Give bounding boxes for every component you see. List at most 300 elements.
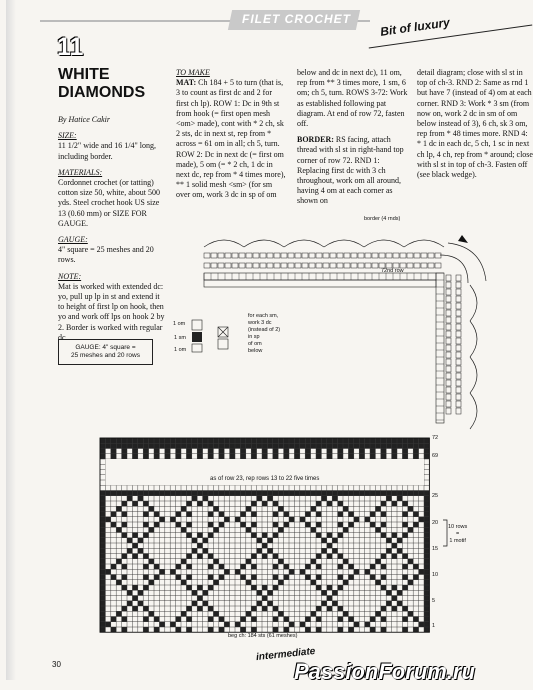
- solid-mesh: [235, 569, 240, 574]
- border-mesh: [414, 253, 420, 258]
- solid-mesh: [100, 512, 105, 517]
- solid-mesh: [273, 627, 278, 632]
- solid-mesh: [111, 491, 116, 496]
- solid-mesh: [424, 569, 429, 574]
- solid-mesh: [402, 491, 407, 496]
- solid-mesh: [100, 543, 105, 548]
- solid-mesh: [284, 575, 289, 580]
- solid-mesh: [122, 454, 127, 459]
- solid-mesh: [316, 554, 321, 559]
- key-note-line: for each sm,: [248, 313, 279, 319]
- solid-mesh: [149, 527, 154, 532]
- solid-mesh: [132, 501, 137, 506]
- solid-mesh: [257, 590, 262, 595]
- solid-mesh: [257, 601, 262, 606]
- solid-mesh: [305, 617, 310, 622]
- solid-mesh: [208, 533, 213, 538]
- border-mesh: [365, 263, 371, 268]
- solid-mesh: [251, 617, 256, 622]
- solid-mesh: [332, 548, 337, 553]
- key-box: [218, 339, 228, 349]
- solid-mesh: [100, 590, 105, 595]
- border-mesh: [456, 380, 461, 386]
- solid-mesh: [149, 506, 154, 511]
- solid-mesh: [332, 590, 337, 595]
- row-5: 5: [432, 598, 436, 604]
- key-sm-box: [192, 332, 202, 342]
- solid-mesh: [354, 443, 359, 448]
- solid-mesh: [424, 564, 429, 569]
- solid-mesh: [230, 491, 235, 496]
- solid-mesh: [273, 449, 278, 454]
- solid-mesh: [332, 443, 337, 448]
- solid-mesh: [159, 622, 164, 627]
- solid-mesh: [149, 580, 154, 585]
- solid-mesh: [246, 506, 251, 511]
- border-mesh: [211, 263, 217, 268]
- solid-mesh: [262, 585, 267, 590]
- solid-mesh: [267, 496, 272, 501]
- border-mesh: [316, 263, 322, 268]
- solid-mesh: [111, 564, 116, 569]
- solid-mesh: [143, 443, 148, 448]
- solid-mesh: [100, 559, 105, 564]
- solid-mesh: [100, 496, 105, 501]
- border-mesh: [365, 253, 371, 258]
- solid-mesh: [122, 606, 127, 611]
- solid-mesh: [365, 443, 370, 448]
- solid-mesh: [122, 501, 127, 506]
- solid-mesh: [424, 559, 429, 564]
- solid-mesh: [359, 491, 364, 496]
- solid-mesh: [343, 491, 348, 496]
- border-mesh: [386, 253, 392, 258]
- solid-mesh: [122, 449, 127, 454]
- solid-mesh: [149, 443, 154, 448]
- solid-mesh: [251, 522, 256, 527]
- solid-mesh: [267, 443, 272, 448]
- solid-mesh: [197, 449, 202, 454]
- solid-mesh: [402, 512, 407, 517]
- border-mesh: [288, 263, 294, 268]
- border-mesh: [456, 373, 461, 379]
- solid-mesh: [186, 454, 191, 459]
- border-mesh: [253, 253, 259, 258]
- solid-mesh: [413, 443, 418, 448]
- solid-mesh: [370, 522, 375, 527]
- solid-mesh: [246, 580, 251, 585]
- solid-mesh: [413, 454, 418, 459]
- solid-mesh: [251, 627, 256, 632]
- solid-mesh: [116, 559, 121, 564]
- to-make-heading: TO MAKE: [176, 68, 210, 77]
- solid-mesh: [143, 533, 148, 538]
- solid-mesh: [262, 449, 267, 454]
- materials-heading: MATERIALS:: [58, 167, 103, 177]
- solid-mesh: [311, 506, 316, 511]
- solid-mesh: [386, 491, 391, 496]
- row-72: 72: [432, 435, 439, 441]
- solid-mesh: [316, 627, 321, 632]
- solid-mesh: [132, 491, 137, 496]
- solid-mesh: [300, 443, 305, 448]
- solid-mesh: [127, 438, 132, 443]
- solid-mesh: [289, 443, 294, 448]
- border-mesh: [428, 253, 434, 258]
- border-mesh: [456, 282, 461, 288]
- border-mesh: [428, 263, 434, 268]
- solid-mesh: [424, 538, 429, 543]
- solid-mesh: [257, 548, 262, 553]
- solid-mesh: [105, 517, 110, 522]
- solid-mesh: [392, 449, 397, 454]
- border-mesh: [302, 263, 308, 268]
- solid-mesh: [197, 501, 202, 506]
- border-mesh: [211, 253, 217, 258]
- solid-mesh: [267, 548, 272, 553]
- solid-mesh: [143, 617, 148, 622]
- solid-mesh: [343, 438, 348, 443]
- solid-mesh: [181, 491, 186, 496]
- solid-mesh: [122, 564, 127, 569]
- solid-mesh: [316, 512, 321, 517]
- solid-mesh: [219, 522, 224, 527]
- solid-mesh: [132, 543, 137, 548]
- solid-mesh: [392, 596, 397, 601]
- solid-mesh: [338, 575, 343, 580]
- materials-text: Cordonnet crochet (or tatting) cotton size 50, white, about 500 yds. Steel crochet hook US size 13 (0.60 mm) or SIZE FOR GAUGE.: [58, 178, 160, 228]
- border-mesh: [246, 263, 252, 268]
- solid-mesh: [203, 443, 208, 448]
- solid-mesh: [305, 512, 310, 517]
- border-mesh: [446, 317, 451, 323]
- solid-mesh: [240, 564, 245, 569]
- solid-mesh: [203, 538, 208, 543]
- border-mesh: [435, 253, 441, 258]
- solid-mesh: [219, 575, 224, 580]
- solid-mesh: [370, 575, 375, 580]
- solid-mesh: [127, 590, 132, 595]
- solid-mesh: [343, 611, 348, 616]
- solid-mesh: [181, 580, 186, 585]
- solid-mesh: [338, 617, 343, 622]
- solid-mesh: [197, 554, 202, 559]
- solid-mesh: [208, 564, 213, 569]
- solid-mesh: [186, 554, 191, 559]
- solid-mesh: [262, 554, 267, 559]
- solid-mesh: [143, 449, 148, 454]
- solid-mesh: [392, 585, 397, 590]
- border-mesh: [456, 345, 461, 351]
- solid-mesh: [267, 438, 272, 443]
- solid-mesh: [321, 548, 326, 553]
- solid-mesh: [251, 554, 256, 559]
- solid-mesh: [327, 491, 332, 496]
- solid-mesh: [424, 580, 429, 585]
- solid-mesh: [154, 443, 159, 448]
- solid-mesh: [284, 438, 289, 443]
- solid-mesh: [365, 438, 370, 443]
- solid-mesh: [386, 548, 391, 553]
- solid-mesh: [338, 449, 343, 454]
- solid-mesh: [327, 554, 332, 559]
- solid-mesh: [392, 606, 397, 611]
- solid-mesh: [327, 438, 332, 443]
- solid-mesh: [284, 522, 289, 527]
- solid-mesh: [122, 491, 127, 496]
- solid-mesh: [392, 543, 397, 548]
- border-rounds-text: detail diagram; close with sl st in top of ch-3. RND 2: Same as rnd 1 but have 7 (instead of 4) om at each corner. RND 3: Work * 3 sm (from now on, work 2 dc in sm of om below instead of 3), 6 ch, sk 3 om, rep from * 48 times more. RND 4: * 1 dc in each dc, 5 ch, 1 sc in next ch lp, 4 ch, rep from * around; close with sl st in top of ch-3. Fasten off (see black wedge).: [417, 68, 533, 180]
- border-mesh: [239, 263, 245, 268]
- solid-mesh: [370, 454, 375, 459]
- solid-mesh: [424, 606, 429, 611]
- solid-mesh: [176, 454, 181, 459]
- solid-mesh: [392, 501, 397, 506]
- solid-mesh: [300, 438, 305, 443]
- solid-mesh: [203, 601, 208, 606]
- solid-mesh: [100, 554, 105, 559]
- solid-mesh: [138, 601, 143, 606]
- solid-mesh: [219, 454, 224, 459]
- border-mesh: [260, 263, 266, 268]
- solid-mesh: [203, 590, 208, 595]
- solid-mesh: [397, 496, 402, 501]
- solid-mesh: [246, 527, 251, 532]
- border-mesh: [288, 253, 294, 258]
- border-mesh: [407, 253, 413, 258]
- solid-mesh: [413, 512, 418, 517]
- solid-mesh: [105, 491, 110, 496]
- border-mesh: [267, 253, 273, 258]
- solid-mesh: [413, 449, 418, 454]
- solid-mesh: [213, 527, 218, 532]
- solid-mesh: [149, 611, 154, 616]
- solid-mesh: [176, 449, 181, 454]
- solid-mesh: [375, 527, 380, 532]
- instructions-column-1: [176, 68, 286, 207]
- solid-mesh: [143, 438, 148, 443]
- solid-mesh: [402, 522, 407, 527]
- solid-mesh: [375, 611, 380, 616]
- solid-mesh: [257, 538, 262, 543]
- solid-mesh: [251, 564, 256, 569]
- solid-mesh: [143, 585, 148, 590]
- solid-mesh: [284, 449, 289, 454]
- solid-mesh: [338, 627, 343, 632]
- solid-mesh: [370, 491, 375, 496]
- solid-mesh: [186, 491, 191, 496]
- page-gutter: [6, 0, 16, 680]
- solid-mesh: [278, 580, 283, 585]
- solid-mesh: [208, 449, 213, 454]
- solid-mesh: [332, 601, 337, 606]
- solid-mesh: [365, 491, 370, 496]
- solid-mesh: [424, 438, 429, 443]
- solid-mesh: [294, 438, 299, 443]
- border-mesh: [446, 408, 451, 414]
- solid-mesh: [392, 533, 397, 538]
- solid-mesh: [154, 438, 159, 443]
- solid-mesh: [154, 564, 159, 569]
- solid-mesh: [122, 585, 127, 590]
- solid-mesh: [192, 601, 197, 606]
- solid-mesh: [343, 506, 348, 511]
- solid-mesh: [262, 501, 267, 506]
- filet-chart: [98, 436, 438, 636]
- solid-mesh: [219, 564, 224, 569]
- solid-mesh: [354, 517, 359, 522]
- solid-mesh: [186, 627, 191, 632]
- border-mesh: [218, 263, 224, 268]
- solid-mesh: [316, 522, 321, 527]
- solid-mesh: [375, 559, 380, 564]
- solid-mesh: [132, 596, 137, 601]
- solid-mesh: [424, 622, 429, 627]
- solid-mesh: [305, 564, 310, 569]
- solid-mesh: [343, 580, 348, 585]
- solid-mesh: [413, 627, 418, 632]
- row-15: 15: [432, 546, 439, 552]
- solid-mesh: [122, 438, 127, 443]
- solid-mesh: [413, 491, 418, 496]
- scallop: [204, 240, 244, 247]
- solid-mesh: [316, 454, 321, 459]
- key-note-line: work 3 dc: [248, 320, 272, 326]
- solid-mesh: [111, 438, 116, 443]
- solid-mesh: [170, 491, 175, 496]
- border-mesh: [260, 253, 266, 258]
- solid-mesh: [402, 617, 407, 622]
- solid-mesh: [186, 585, 191, 590]
- solid-mesh: [186, 438, 191, 443]
- solid-mesh: [273, 606, 278, 611]
- solid-mesh: [235, 517, 240, 522]
- solid-mesh: [327, 454, 332, 459]
- solid-mesh: [170, 443, 175, 448]
- solid-mesh: [127, 491, 132, 496]
- solid-mesh: [381, 443, 386, 448]
- solid-mesh: [127, 496, 132, 501]
- solid-mesh: [413, 575, 418, 580]
- solid-mesh: [127, 443, 132, 448]
- gauge-box: [58, 339, 153, 365]
- solid-mesh: [408, 438, 413, 443]
- border-mesh: [456, 366, 461, 372]
- solid-mesh: [424, 501, 429, 506]
- solid-mesh: [381, 585, 386, 590]
- border-mesh: [446, 359, 451, 365]
- section-title: FILET CROCHET: [242, 12, 351, 26]
- solid-mesh: [203, 496, 208, 501]
- solid-mesh: [138, 443, 143, 448]
- solid-mesh: [311, 559, 316, 564]
- solid-mesh: [332, 438, 337, 443]
- note-text: Mat is worked with extended dc: yo, pull up lp in st and extend it to height of first lp on hook, then yo and work off lps on hook 2 by 2. Border is worked with regular dc.: [58, 281, 165, 342]
- category-tag: Bit of luxury: [379, 15, 451, 39]
- border-mesh: [302, 253, 308, 258]
- row-69: 69: [432, 453, 439, 459]
- solid-mesh: [213, 443, 218, 448]
- fasten-off-wedge: [458, 235, 468, 243]
- solid-mesh: [240, 438, 245, 443]
- solid-mesh: [381, 617, 386, 622]
- solid-mesh: [100, 491, 105, 496]
- solid-mesh: [273, 443, 278, 448]
- border-mesh: [295, 263, 301, 268]
- border-mesh: [358, 253, 364, 258]
- solid-mesh: [284, 627, 289, 632]
- solid-mesh: [386, 601, 391, 606]
- solid-mesh: [413, 438, 418, 443]
- solid-mesh: [186, 575, 191, 580]
- solid-mesh: [343, 559, 348, 564]
- solid-mesh: [132, 606, 137, 611]
- solid-mesh: [143, 522, 148, 527]
- solid-mesh: [348, 564, 353, 569]
- solid-mesh: [424, 517, 429, 522]
- solid-mesh: [122, 575, 127, 580]
- solid-mesh: [321, 538, 326, 543]
- solid-mesh: [208, 575, 213, 580]
- border-mesh: [421, 263, 427, 268]
- border-mesh: [225, 253, 231, 258]
- solid-mesh: [338, 491, 343, 496]
- solid-mesh: [424, 601, 429, 606]
- solid-mesh: [240, 449, 245, 454]
- solid-mesh: [100, 501, 105, 506]
- solid-mesh: [370, 443, 375, 448]
- solid-mesh: [208, 606, 213, 611]
- solid-mesh: [149, 559, 154, 564]
- solid-mesh: [321, 443, 326, 448]
- corner-detail-diagram: [200, 225, 506, 430]
- solid-mesh: [424, 548, 429, 553]
- solid-mesh: [327, 443, 332, 448]
- solid-mesh: [100, 454, 105, 459]
- border-mesh: [225, 263, 231, 268]
- solid-mesh: [305, 575, 310, 580]
- solid-mesh: [284, 454, 289, 459]
- solid-mesh: [116, 527, 121, 532]
- repeat-note: as of row 23, rep rows 13 to 22 five times: [210, 476, 320, 482]
- solid-mesh: [327, 585, 332, 590]
- solid-mesh: [235, 622, 240, 627]
- solid-mesh: [159, 491, 164, 496]
- border-mesh: [281, 253, 287, 258]
- solid-mesh: [208, 554, 213, 559]
- solid-mesh: [402, 564, 407, 569]
- border-mesh: [337, 253, 343, 258]
- solid-mesh: [240, 522, 245, 527]
- row-72-label: 72nd row: [381, 268, 404, 274]
- border-mesh: [407, 263, 413, 268]
- key-note-line: below: [248, 348, 263, 354]
- rows-text: below and dc in next dc), 11 om, rep from ** 3 times more, 1 sm, 6 om; ch 5, turn. ROWS 3-72: Work as established following pat diagram. At end of row 72, fasten off.: [297, 68, 408, 129]
- border-mesh: [281, 263, 287, 268]
- solid-mesh: [327, 501, 332, 506]
- solid-mesh: [321, 438, 326, 443]
- border-mesh: [456, 317, 461, 323]
- solid-mesh: [289, 517, 294, 522]
- solid-mesh: [143, 454, 148, 459]
- solid-mesh: [278, 443, 283, 448]
- solid-mesh: [170, 517, 175, 522]
- solid-mesh: [375, 491, 380, 496]
- solid-mesh: [186, 617, 191, 622]
- key-sm-label: 1 sm: [174, 335, 186, 341]
- solid-mesh: [424, 585, 429, 590]
- solid-mesh: [197, 443, 202, 448]
